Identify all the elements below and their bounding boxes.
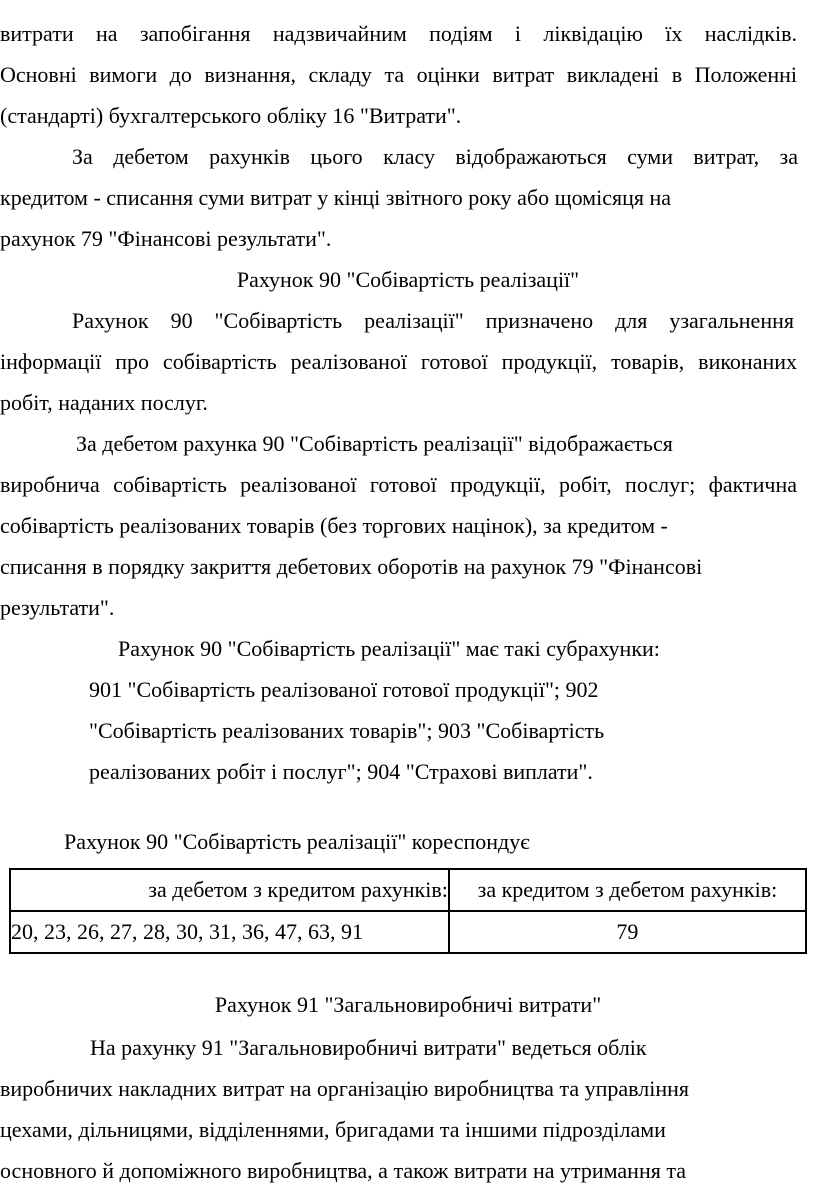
paragraph-3-line-2: інформації про собівартість реалізованої готової продукції, товарів, виконаних [0,349,797,374]
paragraph-2-line-1: За дебетом рахунків цього класу відображаються суми витрат, за [72,144,798,169]
paragraph-4-line-5: результати". [0,595,115,620]
credit-header-cell: за кредитом з дебетом рахунків: [449,869,806,911]
debit-accounts-cell: 20, 23, 26, 27, 28, 30, 31, 36, 47, 63, 91 [10,911,449,953]
paragraph-5-line-1: На рахунку 91 "Загальновиробничі витрати" ведеться облік [90,1035,647,1060]
paragraph-5-line-3: цехами, дільницями, відділеннями, бригадами та іншими підрозділами [0,1117,666,1142]
correspondence-table [9,868,807,954]
subaccounts-intro: Рахунок 90 "Собівартість реалізації" має такі субрахунки: [118,636,660,661]
paragraph-4-line-4: списання в порядку закриття дебетових оборотів на рахунок 79 "Фінансові [0,554,703,579]
paragraph-4-line-2: виробнича собівартість реалізованої готової продукції, робіт, послуг; фактична [0,472,797,497]
heading-account-90: Рахунок 90 "Собівартість реалізації" [236,267,580,292]
debit-header-cell: за дебетом з кредитом рахунків: [10,869,449,911]
heading-account-91: Рахунок 91 "Загальновиробничі витрати" [214,992,602,1017]
paragraph-5-line-2: виробничих накладних витрат на організацію виробництва та управління [0,1076,689,1101]
paragraph-3-line-1: Рахунок 90 "Собівартість реалізації" призначено для узагальнення [72,308,794,333]
correspondence-intro: Рахунок 90 "Собівартість реалізації" кореспондує [64,829,530,854]
paragraph-4-line-3: собівартість реалізованих товарів (без торгових націнок), за кредитом - [0,513,668,538]
table-header-row [10,869,806,911]
paragraph-1-line-3: (стандарті) бухгалтерського обліку 16 "Витрати". [0,103,462,128]
table-row [10,911,806,953]
paragraph-5-line-4: основного й допоміжного виробництва, а також витрати на утримання та [0,1158,686,1183]
paragraph-2-line-3: рахунок 79 "Фінансові результати". [0,226,332,251]
credit-accounts-cell: 79 [449,911,806,953]
paragraph-3-line-3: робіт, наданих послуг. [0,390,208,415]
paragraph-1-line-1: витрати на запобігання надзвичайним подіям і ліквідацію їх наслідків. [0,21,797,46]
subaccounts-line-3: реалізованих робіт і послуг"; 904 "Страхові виплати". [89,759,593,784]
paragraph-4-line-1: За дебетом рахунка 90 "Собівартість реалізації" відображається [76,431,673,456]
paragraph-1-line-2: Основні вимоги до визнання, складу та оцінки витрат викладені в Положенні [0,62,797,87]
subaccounts-line-2: "Собівартість реалізованих товарів"; 903 "Собівартість [89,718,605,743]
paragraph-2-line-2: кредитом - списання суми витрат у кінці звітного року або щомісяця на [0,185,672,210]
subaccounts-line-1: 901 "Собівартість реалізованої готової продукції"; 902 [89,677,599,702]
